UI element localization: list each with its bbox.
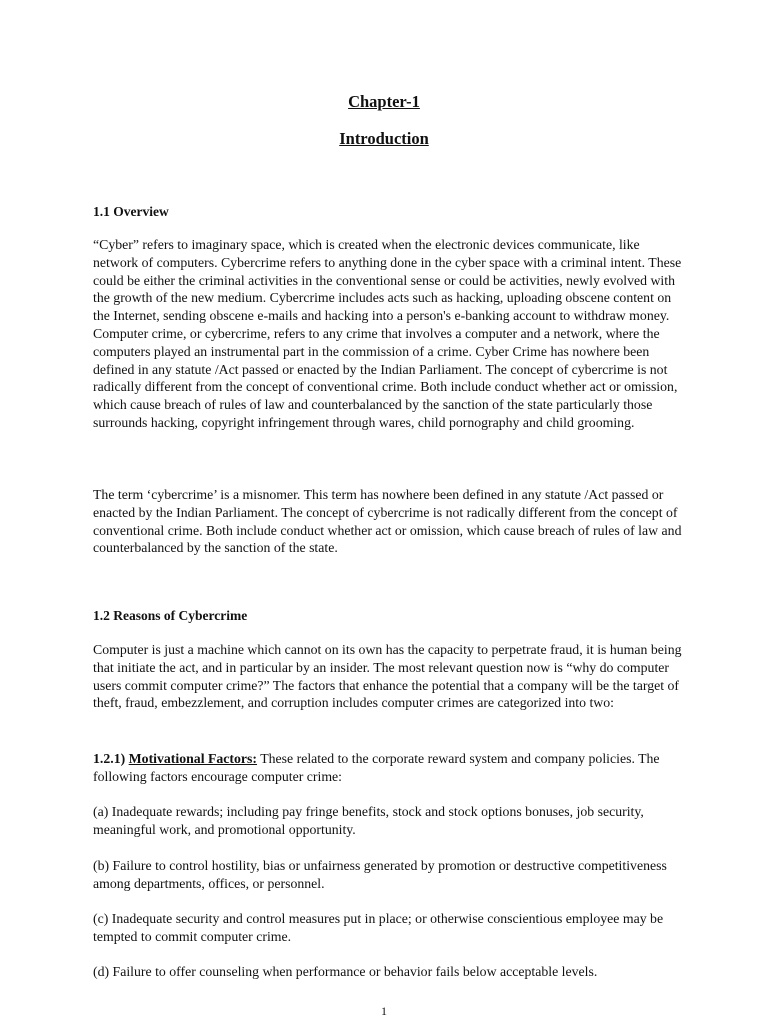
overview-heading: 1.1 Overview xyxy=(93,204,169,219)
overview-paragraph-2: The term ‘cybercrime’ is a misnomer. This term has nowhere been defined in any statute /Act passed or enacted by the Indian Parliament. The concept of cybercrime is not radically different from the concept of conventional crime. Both include conduct whether act or omission, which cause breach of rules of law and counterbalanced by the sanction of the state. xyxy=(93,487,682,556)
factor-item-b: (b) Failure to control hostility, bias or unfairness generated by promotion or destructive competitiveness among departments, offices, or personnel. xyxy=(93,858,667,891)
page-number: 1 xyxy=(381,1004,387,1018)
motivational-factors-paragraph xyxy=(93,750,683,786)
factor-item-a: (a) Inadequate rewards; including pay fringe benefits, stock and stock options bonuses, job security, meaningful work, and promotional opportunity. xyxy=(93,804,644,837)
motivational-factors-label: Motivational Factors: xyxy=(128,751,258,766)
factor-item-d: (d) Failure to offer counseling when performance or behavior fails below acceptable levels. xyxy=(93,964,598,979)
reasons-paragraph-1: Computer is just a machine which cannot on its own has the capacity to perpetrate fraud, it is human being that initiate the act, and in particular by an insider. The most relevant question now is “why do computer users commit computer crime?” The factors that enhance the potential that a company will be the target of theft, fraud, embezzlement, and corruption includes computer crimes are categorized into two: xyxy=(93,642,682,711)
motivational-factors-number: 1.2.1) xyxy=(93,751,126,766)
factor-item-c: (c) Inadequate security and control measures put in place; or otherwise conscientious employee may be tempted to commit computer crime. xyxy=(93,911,664,944)
overview-paragraph-1: “Cyber” refers to imaginary space, which is created when the electronic devices communicate, like network of computers. Cybercrime refers to anything done in the cyber space with a criminal intent. These could be either the criminal activities in the conventional sense or could be activities, newly evolved with the growth of the new medium. Cybercrime includes acts such as hacking, uploading obscene content on the Internet, sending obscene e-mails and hacking into a person's e-banking account to withdraw money. Computer crime, or cybercrime, refers to any crime that involves a computer and a network, where the computers played an instrumental part in the commission of a crime. Cyber Crime has nowhere been defined in any statute /Act passed or enacted by the Indian Parliament. The concept of cybercrime is not radically different from the concept of conventional crime. Both include conduct whether act or omission, which cause breach of rules of law and counterbalanced by the sanction of the state particularly those surrounds hacking, copyright infringement through wares, child pornography and child grooming. xyxy=(93,237,682,430)
reasons-heading: 1.2 Reasons of Cybercrime xyxy=(93,608,248,623)
motivational-factors-text: These related to the corporate reward system and company policies. The following factors encourage computer crime: xyxy=(93,751,660,784)
chapter-subtitle: Introduction xyxy=(339,129,429,148)
chapter-title: Chapter-1 xyxy=(348,92,420,111)
